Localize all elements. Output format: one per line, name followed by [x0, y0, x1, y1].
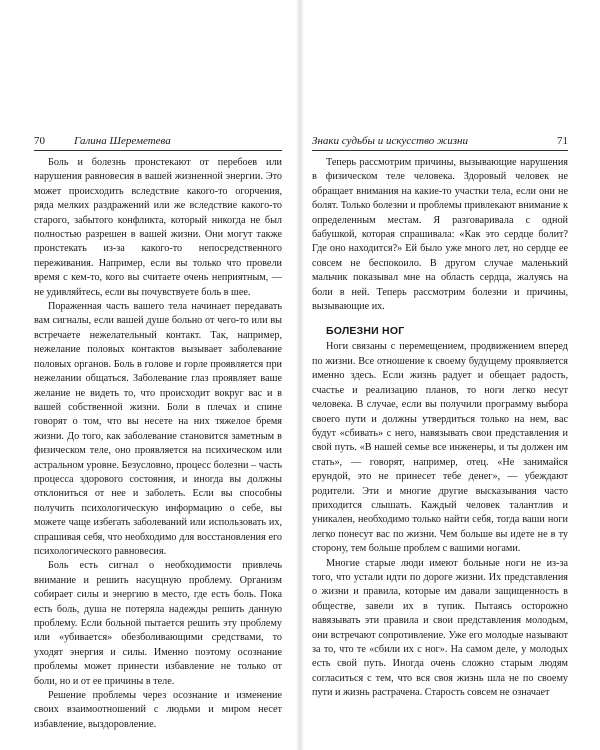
paragraph: Решение проблемы через осознание и изменение своих взаимоотношений с людьми и миром несет избавление, выздоровление.: [34, 690, 282, 730]
right-page-header: [312, 132, 568, 151]
paragraph: Пораженная часть вашего тела начинает передавать вам сигналы, если вашей душе больно от чего-то или вы встречаете нежелательный контакт. Так, например, нежелание половых контактов вызывает заболевание половых органов. Боль в голове и горле проявляется при нежелании общаться. Заболевание глаз проявляет ваше желание не видеть то, что происходит вокруг вас и в вашей собственной жизни. Боли в плечах и спине говорят о том, что вы несете на них тяжелое бремя жизни. До того, как заболевание становится заметным в физическом теле, оно проявляется на психическом или астральном уровне. Безусловно, процесс болезни – часть процесса здорового состояния, и иногда вы должны отклониться от нее и заболеть. Если вы способны получить психологическую информацию о себе, вы можете чаще избегать заболеваний или использовать их, спрашивая себя, что необходимо для восстановления его психологического равновесия.: [34, 301, 282, 557]
paragraph: Многие старые люди имеют больные ноги не из-за того, что устали идти по дороге жизни. Их представления о жизни и правила, которые им давали защищенность в обществе, завели их в тупик. Пытаясь осторожно навязывать эти правила и свои представления молодым, они встречают сопротивление. Уже его молодые называют за то, что те «сбили их с ног». На самом деле, у молодых есть свой путь. Иногда очень сложно старым людям согласиться с тем, что вся своя жизнь шла не по своему пути и жизнь растрачена. Старость совсем не означает: [312, 557, 568, 699]
right-page-text: [312, 156, 568, 701]
paragraph: Теперь рассмотрим причины, вызывающие нарушения в физическом теле человека. Здоровый человек не обращает внимания на какие-то участки тела, если они не болят. Только болезни и проблемы привлекают внимание к определенным местам. Я разговаривала с одной бабушкой, которая спрашивала: «Как это сердце болит? Где оно находится?» Ей было уже много лет, но сердце ее совсем не беспокоило. В другом случае маленький мальчик показывал мне на область сердца, жалуясь на боли в ней. Теперь рассмотрим болезни и причины, вызывающие их.: [312, 157, 568, 313]
section-heading: БОЛЕЗНИ НОГ: [326, 325, 405, 338]
left-page-text: [34, 156, 282, 732]
running-head: Знаки судьбы и искусство жизни: [312, 135, 468, 147]
page-number: 70: [34, 135, 45, 147]
left-page: [0, 0, 298, 750]
page-number: 71: [557, 135, 568, 147]
paragraph: Боль и болезнь пронстекают от перебоев или нарушения равновесия в вашей жизненной энергии. Это может происходить вследствие какого-то огорчения, ряда мелких раздражений или же вследствие какого-то старого, забытого конфликта, который никогда не был полностью разрешен в вашей жизни. Они могут также пронстекать из-за какого-то непосредственного переживания. Например, если вы только что провели время с кем-то, кого вы считаете очень неприятным, — не удивляйтесь, если вы почувствуете боль в шее.: [34, 157, 282, 298]
running-head: Галина Шереметева: [74, 135, 171, 147]
paragraph: Ноги связаны с перемещением, продвижением вперед по жизни. Все отношение к своему будущему проявляется именно здесь. Если жизнь радует и обещает радость, счастье и реализацию планов, то ноги легко несут человека. В случае, если вы получили программу выбора своего пути и должны утвердиться только на нем, вас будут «сбивать» с него, навязывать свои представления и свой путь. «В нашей семье все инженеры, и ты должен им стать», — говорят, например, отец. «Не занимайся ерундой, это не принесет тебе денег», — убеждают родители. Эти и многие другие высказывания часто приходится слышать. Каждый человек талантлив и уникален, необходимо только найти себя, тогда ваши ноги легко понесут вас по жизни. Чем больше вы идете не в ту сторону, тем больше проблем с вашими ногами.: [312, 341, 568, 555]
left-page-header: [34, 132, 282, 151]
paragraph: Боль есть сигнал о необходимости привлечь внимание и решить насущную проблему. Организм собирает силы и энергию в место, где есть боль. Пока есть боль, душа не потеряла надежды решить данную проблему. Если больной пытается решить эту проблему или «убивается» обезболивающими средствами, то уходят энергия и силы. Именно поэтому осознание проблемы может принести избавление не только от боли, но и от ее причины в теле.: [34, 560, 282, 687]
right-page: [300, 0, 600, 750]
